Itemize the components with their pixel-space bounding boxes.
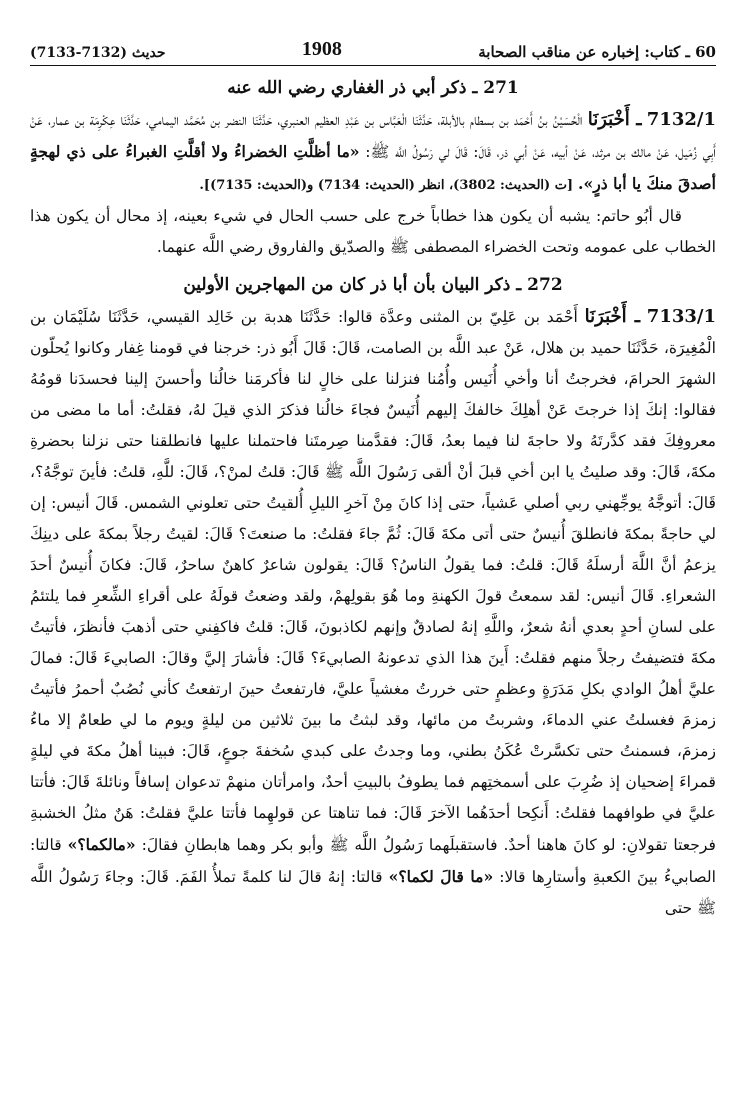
hadith-text-3: قالتا: إنهُ قالَ لنا كلمةً تملأُ الفَمَ. قَالَ: وجاءَ رَسُولُ اللَّه ﷺ حتى: [30, 868, 716, 917]
book-title: 60 ـ كتاب: إخباره عن مناقب الصحابة: [478, 43, 716, 61]
quote-malakuma: «مالكما؟»: [67, 835, 136, 854]
hadith-text: أَحْمَد بن عَلِيّ بن المثنى وعدَّة قالوا: حَدَّثَنَا هدبة بن خَالِد القيسي، حَدَّثَنَا سُلَيْمَان بن الْمُغِيرَة، حَدَّثَنَا حميد بن هلال، عَنْ عبد اللَّه بن الصامت، قَالَ: قَالَ أَبُو ذر: خرجنا في قومنا غِفار وكانوا يُحلّون الشهرَ الحرامَ، فخرجتُ أنا وأخي أُنَيس وأُمُنا فنزلنا على خالٍ لنا فأكرمَنا خالُنا وأحسنَ إلينا فحسدَنا قومُهُ فقالوا: إنكَ إذا خرجتَ عَنْ أهلِكَ خالفكَ إليهم أُنَيسٌ فجاءَ خالُنا فذكرَ الذي قيلَ لهُ، فقلتُ: أما ما مضى من معروفِكَ فقد كدَّرتَهُ ولا حاجةَ لنا فيما بعدُ، قَالَ: فقدَّمنا صِرمتَنا فاحتملنا عليها فانطلقنا حتى نزلنا بحضرةِ مكةَ، قَالَ: وقد صليتُ يا ابن أخي قبلَ أنْ ألقى رَسُولَ اللَّه ﷺ قَالَ: قلتُ لمنْ؟، قَالَ: للَّهِ، قلتُ: فأينَ توجَّهُ؟، قَالَ: أتوجَّهُ يوجِّهني ربي أصلي عَشياً، حتى إذا كانَ مِنْ آخرِ الليلِ أُلقيتُ حتى تعلوني الشمس. قَالَ أنيس: إن لي حاجةً بمكةَ فانطلقَ أُنيسٌ حتى أتى مكةَ قَالَ: ثُمَّ جاءَ فقلتُ: ما صنعتَ؟ قَالَ: لقيتُ رجلاً بمكةَ على دينِكَ يزعمُ أنَّ اللَّهَ أرسلَهُ قَالَ: قلتُ: فما يقولُ الناسُ؟ قَالَ: يقولون شاعرٌ كاهنٌ ساحرٌ، قَالَ: فكانَ أُنيسٌ أحدَ الشعراءِ. قَالَ أنيس: لقد سمعتُ قولَ الكهنةِ وما هُوَ بقولِهمْ، ولقد وضعتُ قولَهُ على أقراءِ الشِّعرِ فما يلتئمُ على لسانِ أحدٍ بعدي أنهُ شعرٌ، واللَّهِ إنهُ لصادقٌ وإنهم لكاذبونَ، قَالَ: قلتُ فاكفِني حتى أذهبَ فأنظرَ، فأتيتُ مكةَ فتضيفتُ رجلاً منهم فقلتُ: أَينَ هذا الذي تدعونهُ الصابيءَ؟ قَالَ: فأشارَ إليَّ وقالَ: الصابيءَ قَالَ: فمالَ عليَّ أهلُ الوادي بكلِ مَدَرَةٍ وعظمٍ حتى خررتُ مغشياً عليَّ، فارتفعتُ حينَ ارتفعتُ كأني نُصُبٌ أحمرُ فأتيتُ زمزمَ فغسلتُ عني الدماءَ، وشربتُ من مائها، وقد لبثتُ ما بينَ ثلاثين من ليلةٍ ويوم ما لي طعامٌ إلا ماءُ زمزمَ، فسمنتُ حتى تكسَّرتْ عُكَنُ بطني، وما وجدتُ على كبدي سُخفةَ جوعٍ، قَالَ: فبينا أهلُ مكةَ في ليلةٍ قمراءَ إضحيان إذ ضُرِبَ على أسمختِهم فما يطوفُ بالبيتِ أحدٌ، وامرأتان منهمْ تدعوان إسافاً ونائلةَ قَالَ: فأتتا عليَّ في طوافهما فقلتُ: أَنكِحا أحدَهُما الآخرَ قَالَ: فما تناهتا عن قولهِما فأتتا عليَّ فقلتُ: هَنٌ مثلُ الخشبةِ فرجعتا تقولانِ: لو كانَ هاهنا أحدٌ. فاستقبلَهما رَسُولُ اللَّه ﷺ وأبو بكر وهما هابطانِ فقالَ:: [30, 308, 716, 854]
prophetic-quote: «ما أظلَّتِ الخضراءُ ولا أقلَّتِ الغبراءُ على ذي لهجةٍ أصدقَ منكَ يا أبا ذرٍ».: [30, 142, 716, 193]
hadith-7132: [30, 104, 716, 263]
hadith-7132-body: [30, 104, 716, 201]
hadith-range: حديث (7132-7133): [30, 45, 166, 61]
hadith-7133: [30, 301, 716, 924]
hadith-number: 7133/1: [646, 306, 716, 327]
isnad-text: الْحُسَيْنُ بنُ أَحْمَد بن بسطام بالأبلة، حَدَّثَنَا الْعَبَّاس بن عَبْدِ العظيم العنبري، حَدَّثَنَا النضر بن مُحَمَّد اليمامي، حَدَّثَنَا عِكْرِمَة بن عمار، عَنْ أَبِي زُمَيل، عَنْ مالك بن مرثد، عَنْ أبيه، عَنْ أبي ذر، قَالَ: قَالَ لي رَسُولُ اللَّه ﷺ:: [30, 111, 716, 161]
section-title-271: 271 ـ ذكر أبي ذر الغفاري رضي الله عنه: [227, 78, 519, 98]
running-header: [30, 0, 716, 66]
hadith-number: 7132/1: [646, 109, 716, 130]
hadith-text-2: قالتا: الصابيءُ بينَ الكعبةِ وأستارِها قالا:: [30, 836, 716, 886]
akhbarana-word: ـ أَخْبَرَنَا: [584, 306, 641, 327]
section-title-272: 272 ـ ذكر البيان بأن أبا ذر كان من المهاجرين الأولين: [183, 275, 563, 295]
quote-ma-qala: «ما قالَ لكما؟»: [388, 867, 494, 886]
hadith-7133-body: [30, 301, 716, 924]
hadith-references: [ت (الحديث: 3802)، انظر (الحديث: 7134) و(الحديث: 7135)].: [199, 178, 574, 193]
commentary: قال أبُو حاتم: يشبه أن يكون هذا خطاباً خرج على حسب الحال في شيء بعينه، إذ محال أن يكون هذا الخطاب على عمومه وتحت الخضراء المصطفى ﷺ والصدّيق والفاروق رضي اللَّه عنهما.: [30, 207, 716, 256]
akhbarana-word: ـ أَخْبَرَنَا: [587, 109, 642, 130]
page-number: 1908: [301, 38, 342, 60]
